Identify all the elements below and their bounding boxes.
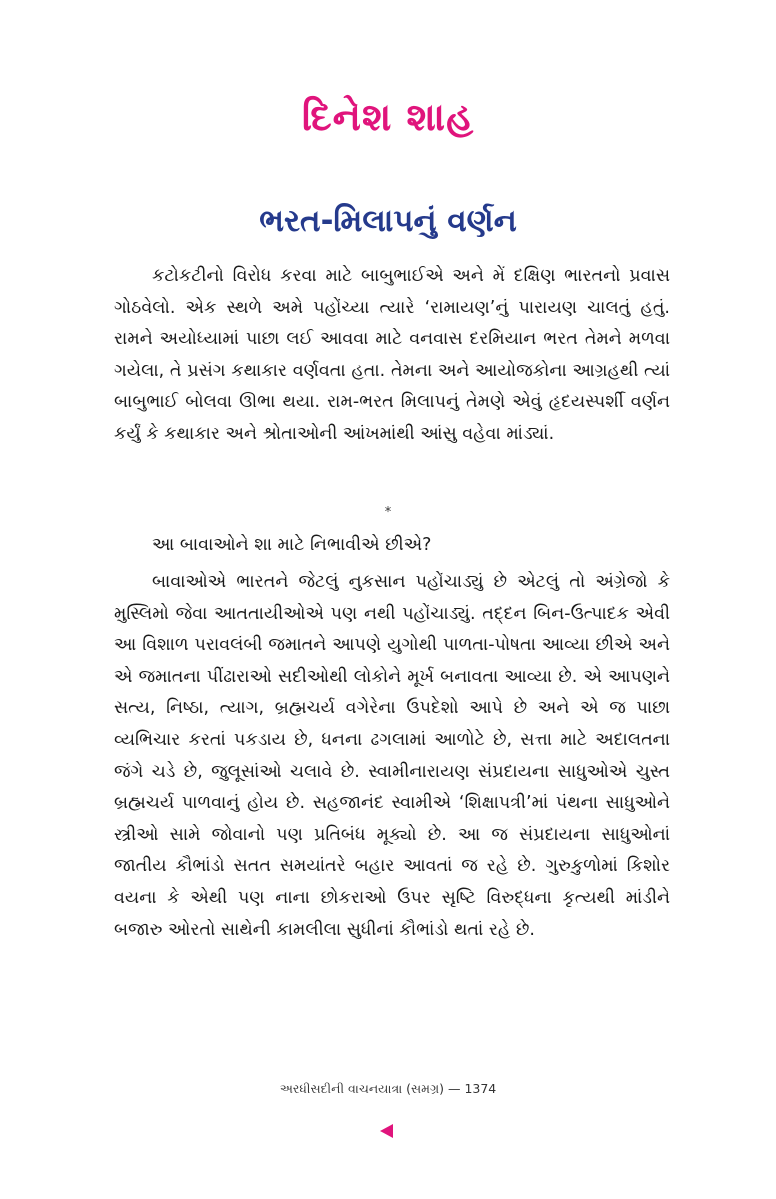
paragraph-1-text: કટોકટીનો વિરોધ કરવા માટે બાબુભાઈએ અને મેં દક્ષિણ ભારતનો પ્રવાસ ગોઠવેલો. એક સ્થળે અમે પહોંચ્યા ત્યારે ‘રામાયણ’નું પારાયણ ચાલતું હતું. રામને અયોધ્યામાં પાછા લઈ આવવા માટે વનવાસ દરમિયાન ભરત તેમને મળવા ગયેલા, તે પ્રસંગ કથાકાર વર્ણવતા હતા. તેમના અને આયોજકોના આગ્રહથી ત્યાં બાબુભાઈ બોલવા ઊભા થયા. રામ-ભરત મિલાપનું તેમણે એવું હૃદયસ્પર્શી વર્ણન કર્યું કે કથાકાર અને શ્રોતાઓની આંખમાંથી આંસુ વહેવા માંડ્યાં. (114, 266, 670, 444)
triangle-left-icon[interactable] (380, 1124, 393, 1138)
paragraph-2 (114, 567, 670, 946)
paragraph-2-text: બાવાઓએ ભારતને જેટલું નુકસાન પહોંચાડ્યું છે એટલું તો અંગ્રેજો કે મુસ્લિમો જેવા આતતાયીઓએ પણ નથી પહોંચાડ્યું. તદ્દન બિન-ઉત્પાદક એવી આ વિશાળ પરાવલંબી જમાતને આપણે યુગોથી પાળતા-પોષતા આવ્યા છીએ અને એ જમાતના પીંઢારાઓ સદીઓથી લોકોને મૂર્ખ બનાવતા આવ્યા છે. એ આપણને સત્ય, નિષ્ઠા, ત્યાગ, બ્રહ્મચર્ય વગેરેના ઉપદેશો આપે છે અને એ જ પાછા વ્યભિચાર કરતાં પકડાય છે, ધનના ઢગલામાં આળોટે છે, સત્તા માટે અદાલતના જંગે ચડે છે, જુલૂસાંઓ ચલાવે છે. સ્વામીનારાયણ સંપ્રદાયના સાધુઓએ ચુસ્ત બ્રહ્મચર્ય પાળવાનું હોય છે. સહજાનંદ સ્વામીએ ‘શિક્ષાપત્રી’માં પંથના સાધુઓને સ્ત્રીઓ સામે જોવાનો પણ પ્રતિબંધ મૂક્યો છે. આ જ સંપ્રદાયના સાધુઓનાં જાતીય કૌભાંડો સતત સમયાંતરે બહાર આવતાં જ રહે છે. ગુરુકુળોમાં કિશોર વયના કે એથી પણ નાના છોકરાઓ ઉપર સૃષ્ટિ વિરુદ્ધના કૃત્યથી માંડીને બજારુ ઓરતો સાથેની કામલીલા સુધીનાં કૌભાંડો થતાં રહે છે. (114, 572, 670, 940)
section-separator: * (384, 505, 392, 520)
author-name: દિનેશ શાહ (301, 95, 475, 139)
page-footer: અરધીસદીની વાચનયાત્રા (સમગ્ર) — 1374 (279, 1081, 497, 1096)
article-title: ભરત-મિલાપનું વર્ણન (259, 203, 517, 239)
paragraph-1 (114, 261, 670, 451)
section-question: આ બાવાઓને શા માટે નિભાવીએ છીએ? (152, 535, 432, 555)
